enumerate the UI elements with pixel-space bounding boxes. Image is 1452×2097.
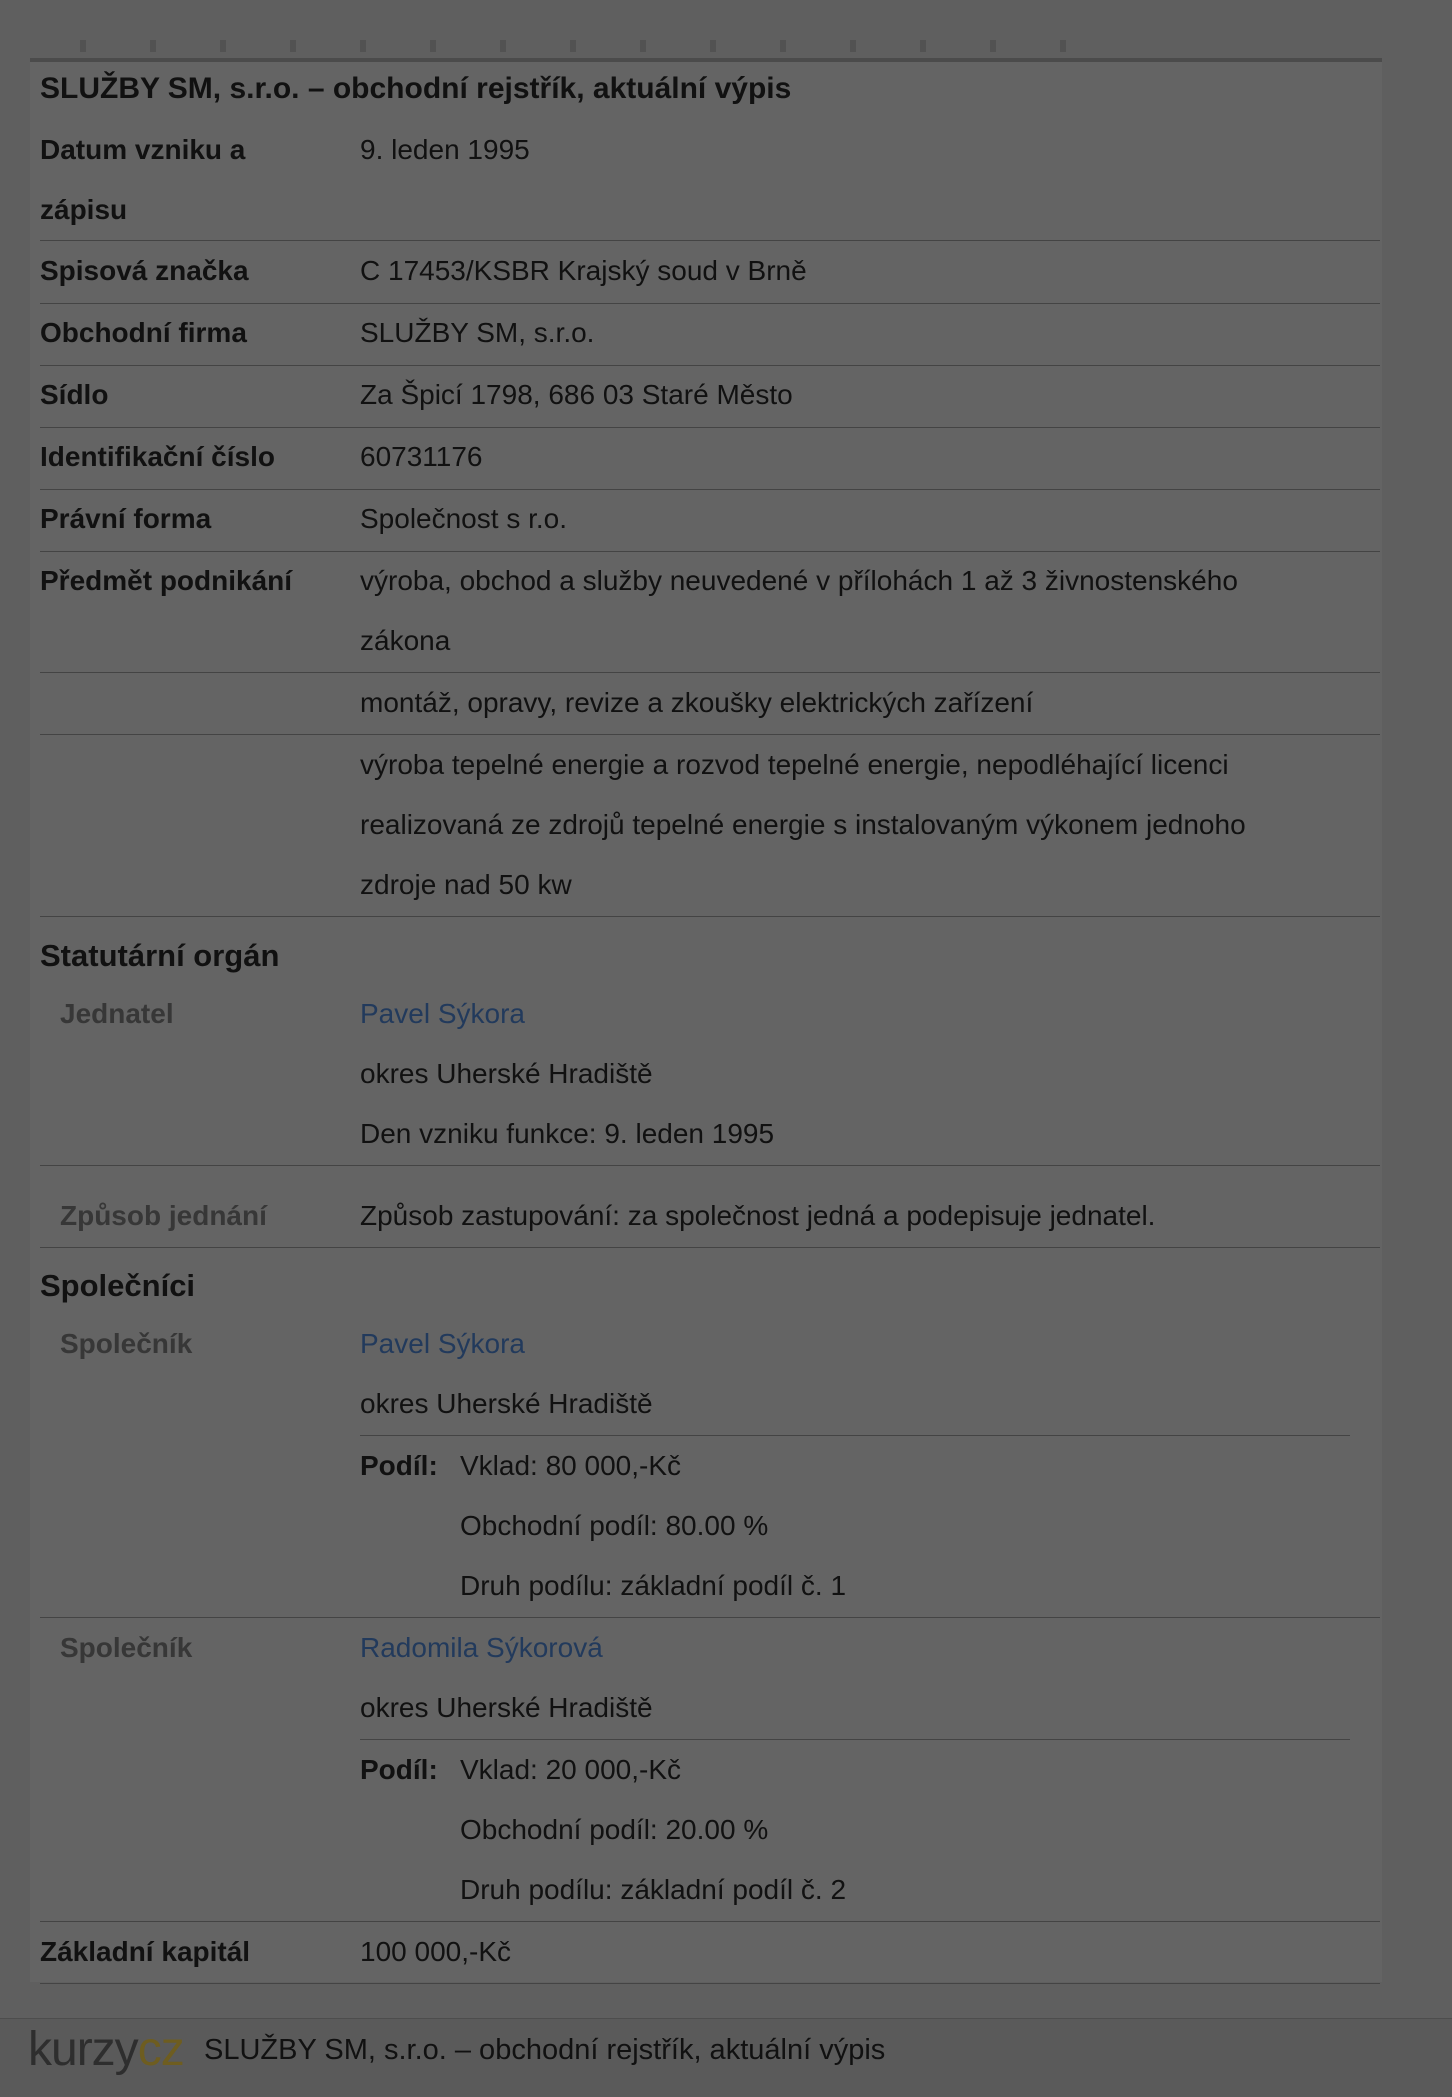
label-zpusob-jednani: Způsob jednání [60, 1200, 267, 1231]
predmet-item3-l3: zdroje nad 50 kw [360, 869, 572, 900]
value-zpusob-jednani: Způsob zastupování: za společnost jedná a podepisuje jednatel. [360, 1200, 1156, 1231]
predmet-item1-l2: zákona [360, 625, 451, 656]
predmet-item2: montáž, opravy, revize a zkoušky elektrických zařízení [360, 687, 1034, 718]
link-spolecnik-1-name[interactable]: Pavel Sýkora [360, 1328, 525, 1359]
row-identifikacni-cislo [40, 427, 1380, 490]
label-datum-l2: zápisu [40, 194, 128, 225]
footer-title: SLUŽBY SM, s.r.o. – obchodní rejstřík, aktuální výpis [204, 2034, 886, 2066]
podil-1-druh: Druh podílu: základní podíl č. 1 [460, 1570, 847, 1601]
row-sidlo [40, 365, 1380, 428]
link-jednatel-name[interactable]: Pavel Sýkora [360, 998, 525, 1029]
value-sidlo: Za Špicí 1798, 686 03 Staré Město [360, 379, 793, 410]
label-spolecnik-1: Společník [60, 1328, 193, 1359]
cut-off-text-remnant [80, 40, 1080, 52]
row-zpusob-jednani [40, 1186, 1380, 1248]
podil-2-label: Podíl: [360, 1754, 438, 1785]
row-spisova-znacka [40, 241, 1380, 304]
spolecnik-1-okres: okres Uherské Hradiště [360, 1388, 653, 1419]
value-ico: 60731176 [360, 441, 483, 472]
predmet-item1-l1: výroba, obchod a služby neuvedené v přílohách 1 až 3 živnostenského [360, 565, 1238, 596]
jednatel-okres: okres Uherské Hradiště [360, 1058, 653, 1089]
section-statutarni-organ: Statutární orgán [40, 938, 280, 973]
podil-2-obchodni: Obchodní podíl: 20.00 % [460, 1814, 769, 1845]
row-jednatel [40, 984, 1380, 1166]
label-jednatel: Jednatel [60, 998, 174, 1029]
row-predmet-podnikani [40, 551, 1380, 673]
podil-1-obchodni: Obchodní podíl: 80.00 % [460, 1510, 769, 1541]
podil-1-label: Podíl: [360, 1450, 438, 1481]
section-spolecnici: Společníci [40, 1268, 196, 1303]
spolecnik-2-okres: okres Uherské Hradiště [360, 1692, 653, 1723]
label-spisova: Spisová značka [40, 255, 249, 286]
value-pravni-forma: Společnost s r.o. [360, 503, 568, 534]
predmet-item3-l1: výroba tepelné energie a rozvod tepelné energie, nepodléhající licenci [360, 749, 1229, 780]
page-title: SLUŽBY SM, s.r.o. – obchodní rejstřík, aktuální výpis [40, 72, 792, 105]
label-zakladni-kapital: Základní kapitál [40, 1936, 251, 1967]
predmet-item3-l2: realizovaná ze zdrojů tepelné energie s instalovaným výkonem jednoho [360, 809, 1246, 840]
label-pravni-forma: Právní forma [40, 503, 212, 534]
label-predmet: Předmět podnikání [40, 565, 293, 596]
label-datum-l1: Datum vzniku a [40, 134, 246, 165]
value-spisova: C 17453/KSBR Krajský soud v Brně [360, 255, 807, 286]
row-zakladni-kapital [40, 1922, 1380, 1984]
jednatel-den-vzniku: Den vzniku funkce: 9. leden 1995 [360, 1118, 775, 1149]
label-firma: Obchodní firma [40, 317, 247, 348]
label-sidlo: Sídlo [40, 379, 109, 410]
value-datum: 9. leden 1995 [360, 134, 530, 165]
label-ico: Identifikační číslo [40, 441, 275, 472]
logo-part-cz: cz [137, 2023, 184, 2076]
value-firma: SLUŽBY SM, s.r.o. [360, 317, 595, 348]
row-predmet-item3 [40, 735, 1380, 917]
value-zakladni-kapital: 100 000,-Kč [360, 1936, 511, 1967]
podil-2-vklad: Vklad: 20 000,-Kč [460, 1754, 682, 1785]
logo-part-kurzy: kurzy [28, 2023, 138, 2076]
row-obchodni-firma [40, 303, 1380, 366]
podil-1-vklad: Vklad: 80 000,-Kč [460, 1450, 682, 1481]
row-predmet-item2 [40, 673, 1380, 735]
link-spolecnik-2-name[interactable]: Radomila Sýkorová [360, 1632, 603, 1663]
label-spolecnik-2: Společník [60, 1632, 193, 1663]
row-pravni-forma [40, 489, 1380, 552]
podil-2-druh: Druh podílu: základní podíl č. 2 [460, 1874, 847, 1905]
row-datum-vzniku [40, 120, 1380, 241]
kurzy-cz-logo[interactable] [28, 2022, 184, 2077]
